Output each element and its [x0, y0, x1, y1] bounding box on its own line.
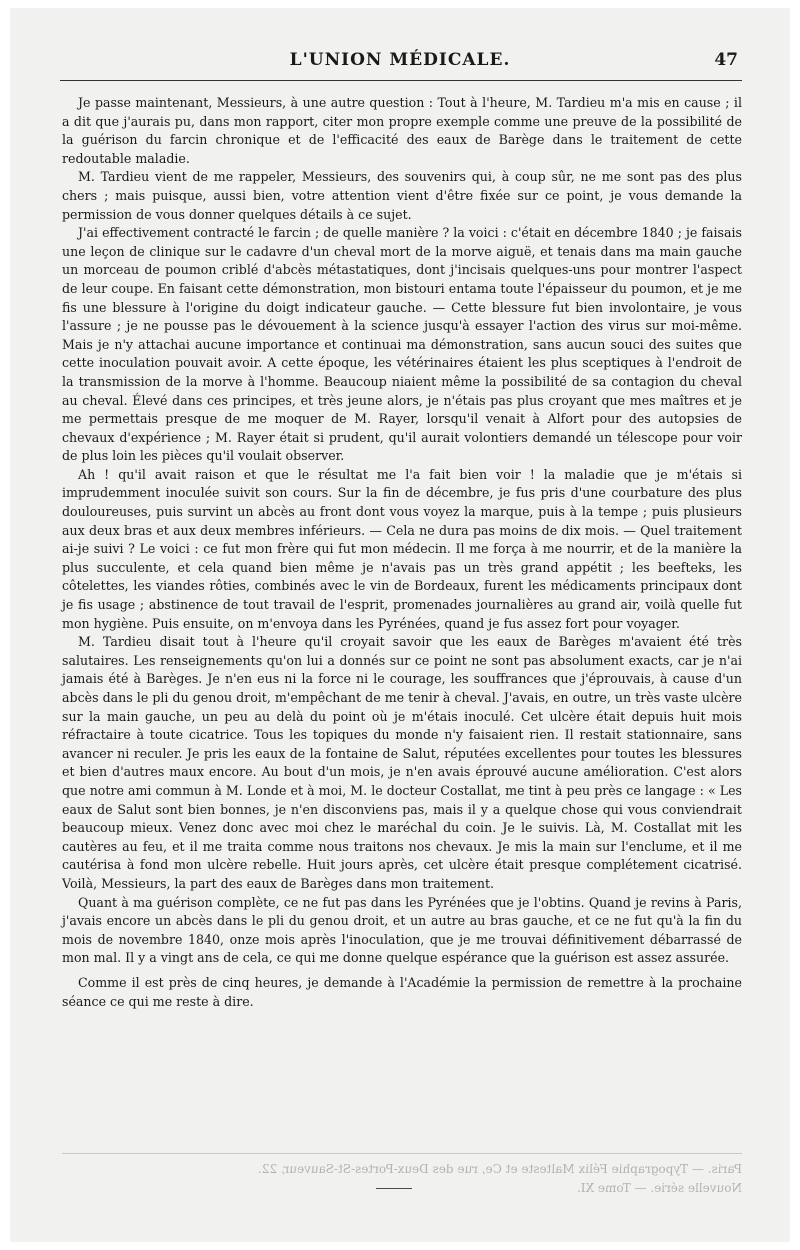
- paragraph: M. Tardieu disait tout à l'heure qu'il croyait savoir que les eaux de Barèges m'avaient été très salutaires. Les renseignements qu'on lui a donnés sur ce point ne sont pas absolument exacts, car je n'ai jamais été à Barèges. Je n'en eus ni la force ni le courage, les souffrances que j'éprouvais, à cause d'un abcès dans le pli du genou droit, m'empêchant de me tenir à cheval. J'avais, en outre, un très vaste ulcère sur la main gauche, un peu au delà du point où je m'étais inoculé. Cet ulcère était depuis huit mois réfractaire à toute cicatrice. Tous les topiques du monde n'y faisaient rien. Il restait stationnaire, sans avancer ni reculer. Je pris les eaux de la fontaine de Salut, réputées excellentes pour toutes les blessures et bien d'autres maux encore. Au bout d'un mois, je n'en avais éprouvé aucune amélioration. C'est alors que notre ami commun à M. Londe et à moi, M. le docteur Costallat, me tint à peu près ce langage : « Les eaux de Salut sont bien bonnes, je n'en disconviens pas, mais il y a quelque chose qui vous conviendrait beaucoup mieux. Venez donc avec moi chez le maréchal du coin. Je le suivis. Là, M. Costallat mit les cautères au feu, et il me traita comme nous traitons nos chevaux. Je mis la main sur l'enclume, et il me cautérisa à fond mon ulcère rebelle. Huit jours après, cet ulcère était presque complétement cicatrisé. Voilà, Messieurs, la part des eaux de Barèges dans mon traitement.: [62, 634, 742, 891]
- running-title: L'UNION MÉDICALE.: [289, 50, 511, 70]
- paragraph: Quant à ma guérison complète, ce ne fut pas dans les Pyrénées que je l'obtins. Quand je revins à Paris, j'avais encore un abcès dans le pli du genou droit, et un autre au bras gauche, et ce ne fut qu'à la fin du mois de novembre 1840, onze mois après l'inoculation, que je me trouvai définitivement débarrassé de mon mal. Il y a vingt ans de cela, ce qui me donne quelque espérance que la guérison est assez assurée.: [62, 894, 742, 966]
- paragraph: M. Tardieu vient de me rappeler, Messieurs, des souvenirs qui, à coup sûr, ne me sont pas des plus chers ; mais puisque, aussi bien, votre attention vient d'être fixée sur ce point, je vous demande la permission de vous donner quelques détails à ce sujet.: [62, 169, 742, 222]
- show-through-rule: [62, 1153, 742, 1154]
- page-number: 47: [714, 50, 738, 70]
- show-through-text: [62, 1153, 742, 1198]
- paragraph: J'ai effectivement contracté le farcin ; de quelle manière ? la voici : c'était en décembre 1840 ; je faisais une leçon de clinique sur le cadavre d'un cheval mort de la morve aiguë, et tenais dans ma main gauche un morceau de poumon criblé d'abcès métastatiques, dont j'incisais quelques-uns pour montrer l'aspect de leur coupe. En faisant cette démonstration, mon bistouri entama toute l'épaisseur du poumon, et je me fis une blessure à l'origine du doigt indicateur gauche. — Cette blessure fut bien involontaire, je vous l'assure ; je ne pousse pas le dévouement à la science jusqu'à essayer l'action des virus sur moi-même. Mais je n'y attachai aucune importance et continuai ma démonstration, sans aucun souci des suites que cette inoculation pouvait avoir. A cette époque, les vétérinaires étaient les plus sceptiques à l'endroit de la transmission de la morve à l'homme. Beaucoup niaient même la possibilité de sa contagion du cheval au cheval. Élevé dans ces principes, et très jeune alors, je n'étais pas plus croyant que mes maîtres et je me permettais presque de me moquer de M. Rayer, lorsqu'il venait à Alfort pour des autopsies de chevaux d'expérience ; M. Rayer était si prudent, qu'il aurait volontiers demandé un télescope pour voir de plus loin les pièces qu'il voulait observer.: [62, 225, 742, 464]
- running-head: [10, 50, 790, 76]
- paragraph: Ah ! qu'il avait raison et que le résultat me l'a fait bien voir ! la maladie que je m'étais si imprudemment inoculée suivit son cours. Sur la fin de décembre, je fus pris d'une courbature des plus douloureuses, puis survint un abcès au front dont vous voyez la marque, puis à la tempe ; puis plusieurs aux deux bras et aux deux membres inférieurs. — Cela ne dura pas moins de dix mois. — Quel traitement ai-je suivi ? Le voici : ce fut mon frère qui fut mon médecin. Il me força à me nourrir, et de la manière la plus succulente, et cela quand bien même je n'avais pas un très grand appétit ; les beefteks, les côtelettes, les viandes rôties, combinés avec le vin de Bordeaux, furent les médicaments principaux dont je fis usage ; abstinence de tout travail de l'esprit, promenades journalières au grand air, voilà quelle fut mon hygiène. Puis ensuite, on m'envoya dans les Pyrénées, quand je fus assez fort pour voyager.: [62, 466, 742, 631]
- show-through-line: Paris. — Typographie Félix Malteste et Ce, rue des Deux-Portes-St-Sauveur, 22.: [258, 1162, 742, 1176]
- article-body: [62, 94, 742, 1011]
- book-page: [10, 8, 790, 1242]
- paragraph: Je passe maintenant, Messieurs, à une autre question : Tout à l'heure, M. Tardieu m'a mis en cause ; il a dit que j'aurais pu, dans mon rapport, citer mon propre exemple comme une preuve de la possibilité de la guérison du farcin chronique et de l'efficacité des eaux de Barège dans le traitement de cette redoutable maladie.: [62, 95, 742, 166]
- header-rule: [60, 80, 742, 81]
- show-through-line: Nouvelle série. — Tome XI.: [577, 1181, 742, 1195]
- paragraph: Comme il est près de cinq heures, je demande à l'Académie la permission de remettre à la prochaine séance ce qui me reste à dire.: [62, 974, 742, 1009]
